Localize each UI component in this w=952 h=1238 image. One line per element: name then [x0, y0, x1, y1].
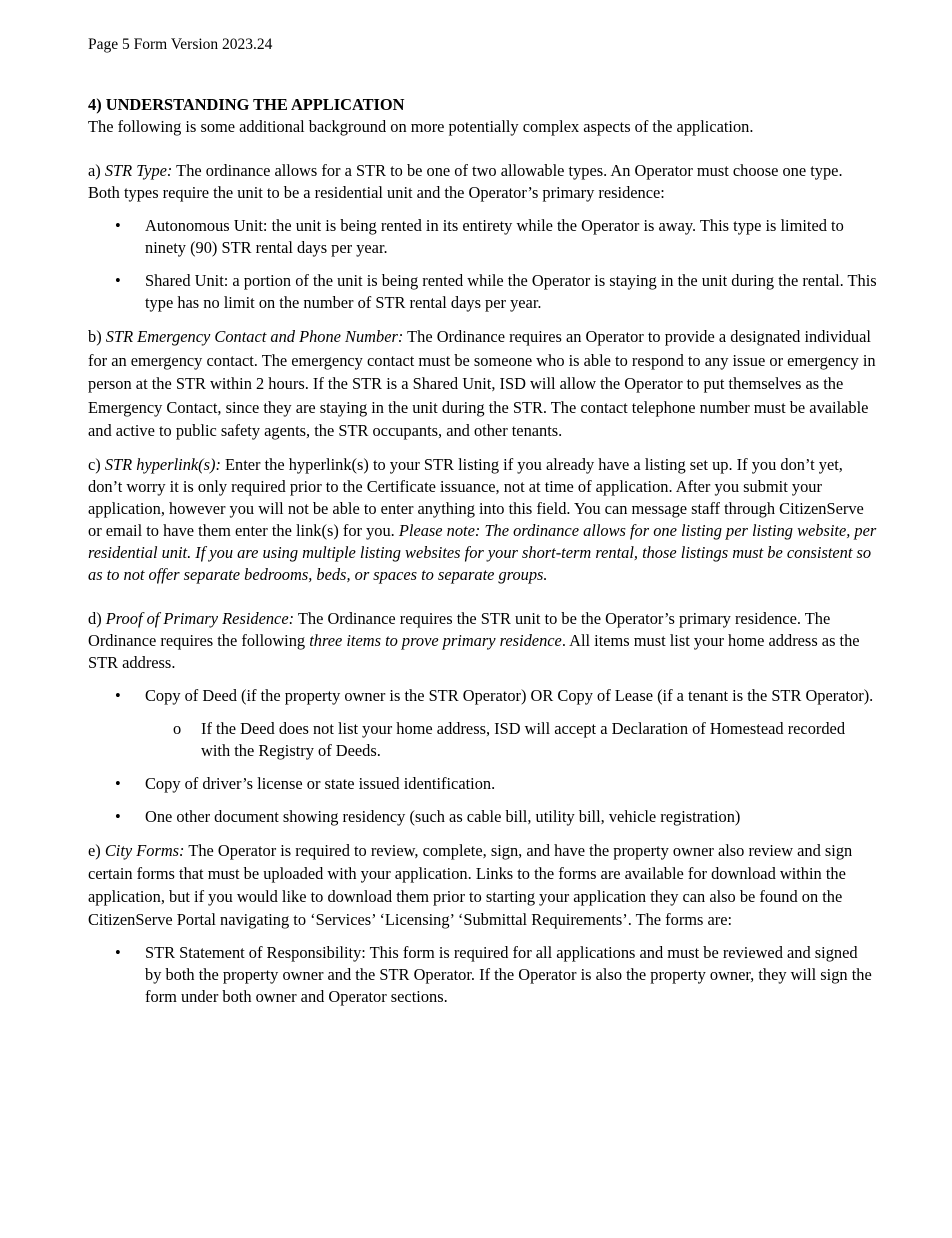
- intro-paragraph: The following is some additional background on more potentially complex aspects of the application.: [88, 117, 754, 136]
- section-title: 4) UNDERSTANDING THE APPLICATION: [88, 95, 405, 114]
- note-one-listing: Please note: The ordinance allows for one listing per listing website, per residential unit. If you are using multiple listing websites for your short-term rental, those listings must be consistent so as to not offer separate bedrooms, beds, or spaces to separate groups.: [88, 520, 877, 584]
- document-page: [88, 34, 878, 1008]
- paragraph-c: c) STR hyperlink(s): Enter the hyperlink(s) to your STR listing if you already have a listing set up. If you don’t yet, don’t worry it is only required prior to the Certificate issuance, not at time of application. After you submit your application, however you will not be able to enter anything into this field. You can message staff through CitizenServe or email to have them enter the link(s) for you. Please note: The ordinance allows for one listing per listing website, per residential unit. If you are using multiple listing websites for your short-term rental, those listings must be consistent so as to not offer separate bedrooms, beds, or spaces to separate groups.: [88, 454, 877, 584]
- term-primary-residence: Proof of Primary Residence:: [105, 608, 295, 628]
- emph-three-items: three items to prove primary residence: [309, 630, 562, 650]
- bullet-icon: •: [115, 685, 121, 705]
- bullet-icon: •: [115, 271, 121, 290]
- paragraph-b: b) STR Emergency Contact and Phone Number: The Ordinance requires an Operator to provide a designated individual for an emergency contact. The emergency contact must be someone who is able to respond to any issue or emergency in person at the STR within 2 hours. If the STR is a Shared Unit, ISD will allow the Operator to put themselves as the Emergency Contact, since they are staying in the unit during the STR. The contact telephone number must be available and active to public safety agents, the STR occupants, and other tenants.: [88, 327, 876, 440]
- bullet-icon: •: [115, 942, 121, 962]
- term-hyperlinks: STR hyperlink(s):: [104, 454, 221, 474]
- term-str-type: STR Type:: [104, 161, 173, 180]
- bullet-icon: •: [115, 806, 121, 826]
- bullet-icon: •: [115, 216, 121, 235]
- subbullet-declaration-homestead: o If the Deed does not list your home address, ISD will accept a Declaration of Homestead recorded with the Registry of Deeds.: [173, 718, 846, 760]
- bullet-icon: •: [115, 773, 121, 793]
- bullet-statement-of-responsibility: • STR Statement of Responsibility: This form is required for all applications and must be reviewed and signed by both the property owner and the STR Operator. If the Operator is also the property owner, they will sign the form under both owner and Operator sections.: [115, 942, 872, 1006]
- paragraph-d: d) Proof of Primary Residence: The Ordinance requires the STR unit to be the Operator’s primary residence. The Ordinance requires the following three items to prove primary residence. All items must list your home address as the STR address.: [88, 608, 860, 672]
- sub-bullet-icon: o: [173, 718, 182, 738]
- bullet-drivers-license: • Copy of driver’s license or state issued identification.: [115, 773, 496, 793]
- page-header: Page 5 Form Version 2023.24: [88, 36, 273, 53]
- bullet-deed-or-lease: • Copy of Deed (if the property owner is the STR Operator) OR Copy of Lease (if a tenant is the STR Operator).: [115, 685, 874, 705]
- paragraph-e: e) City Forms: The Operator is required to review, complete, sign, and have the property owner also review and sign certain forms that must be uploaded with your application. Links to the forms are available for download within the application, but if you would like to download them prior to starting your application they can also be found on the CitizenServe Portal navigating to ‘Services’ ‘Licensing’ ‘Submittal Requirements’. The forms are:: [88, 840, 853, 929]
- bullet-residency-document: • One other document showing residency (such as cable bill, utility bill, vehicle registration): [115, 806, 741, 826]
- term-city-forms: City Forms:: [104, 840, 185, 860]
- bullet-autonomous-unit: • Autonomous Unit: the unit is being rented in its entirety while the Operator is away. This type is limited to ninety (90) STR rental days per year.: [115, 216, 844, 257]
- paragraph-a: a) STR Type: The ordinance allows for a STR to be one of two allowable types. An Operator must choose one type. Both types require the unit to be a residential unit and the Operator’s primary residence:: [88, 161, 843, 202]
- bullet-shared-unit: • Shared Unit: a portion of the unit is being rented while the Operator is staying in the unit during the rental. This type has no limit on the number of STR rental days per year.: [115, 271, 877, 312]
- term-emergency-contact: STR Emergency Contact and Phone Number:: [105, 327, 404, 346]
